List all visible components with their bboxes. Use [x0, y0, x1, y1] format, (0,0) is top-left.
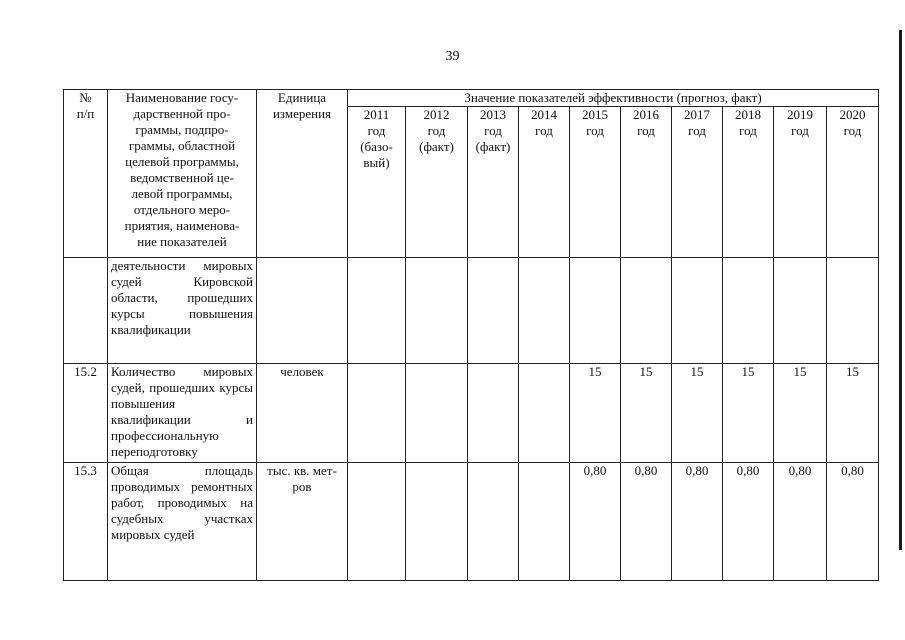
header-number: № п/п	[64, 90, 108, 258]
row-value: 0,80	[774, 463, 827, 581]
header-year-2013: 2013 год (факт)	[468, 107, 519, 258]
row-value	[519, 364, 570, 463]
row-value	[348, 258, 406, 364]
row-value	[519, 258, 570, 364]
header-row	[64, 90, 879, 107]
row-value	[723, 258, 774, 364]
row-value	[348, 364, 406, 463]
table-row	[64, 463, 879, 581]
row-value	[468, 364, 519, 463]
row-value	[621, 258, 672, 364]
row-value: 15	[723, 364, 774, 463]
row-value: 15	[672, 364, 723, 463]
scan-edge-line	[899, 30, 902, 550]
row-indicator-name: деятельности мировых судей Кировской области, прошедших курсы повышения квалификации	[108, 258, 257, 364]
row-value: 0,80	[570, 463, 621, 581]
row-value	[827, 258, 879, 364]
table-row	[64, 258, 879, 364]
row-value	[406, 463, 468, 581]
header-values: Значение показателей эффективности (прогноз, факт)	[348, 90, 879, 107]
header-name: Наименование госу- дарственной про- граммы, подпро- граммы, областной целевой программы, ведомственной це- левой программы, отдельного меро- приятия, наименова- ние показателей	[108, 90, 257, 258]
row-value	[468, 258, 519, 364]
row-unit	[257, 258, 348, 364]
row-value: 15	[774, 364, 827, 463]
row-value: 15	[827, 364, 879, 463]
row-value: 0,80	[723, 463, 774, 581]
row-value: 0,80	[827, 463, 879, 581]
header-year-2019: 2019 год	[774, 107, 827, 258]
header-year-2011: 2011 год (базо- вый)	[348, 107, 406, 258]
row-unit: тыс. кв. мет- ров	[257, 463, 348, 581]
row-indicator-name: Общая площадь проводимых ремонтных работ, проводимых на судебных участках мировых судей	[108, 463, 257, 581]
header-unit: Единица измерения	[257, 90, 348, 258]
row-value: 0,80	[621, 463, 672, 581]
header-year-2018: 2018 год	[723, 107, 774, 258]
row-value	[468, 463, 519, 581]
header-year-2015: 2015 год	[570, 107, 621, 258]
row-number: 15.3	[64, 463, 108, 581]
header-year-2014: 2014 год	[519, 107, 570, 258]
row-number	[64, 258, 108, 364]
efficiency-indicators-table	[63, 89, 879, 581]
row-indicator-name: Количество мировых судей, прошедших курсы повышения квалификации и профессиональную переподготовку	[108, 364, 257, 463]
header-year-2016: 2016 год	[621, 107, 672, 258]
row-value	[406, 258, 468, 364]
row-value: 15	[570, 364, 621, 463]
page-number: 39	[445, 49, 460, 64]
row-unit: человек	[257, 364, 348, 463]
row-value	[672, 258, 723, 364]
row-value	[406, 364, 468, 463]
row-number: 15.2	[64, 364, 108, 463]
header-year-2017: 2017 год	[672, 107, 723, 258]
header-year-2020: 2020 год	[827, 107, 879, 258]
row-value: 15	[621, 364, 672, 463]
row-value	[774, 258, 827, 364]
row-value	[570, 258, 621, 364]
row-value	[348, 463, 406, 581]
row-value	[519, 463, 570, 581]
header-year-2012: 2012 год (факт)	[406, 107, 468, 258]
table-row	[64, 364, 879, 463]
row-value: 0,80	[672, 463, 723, 581]
